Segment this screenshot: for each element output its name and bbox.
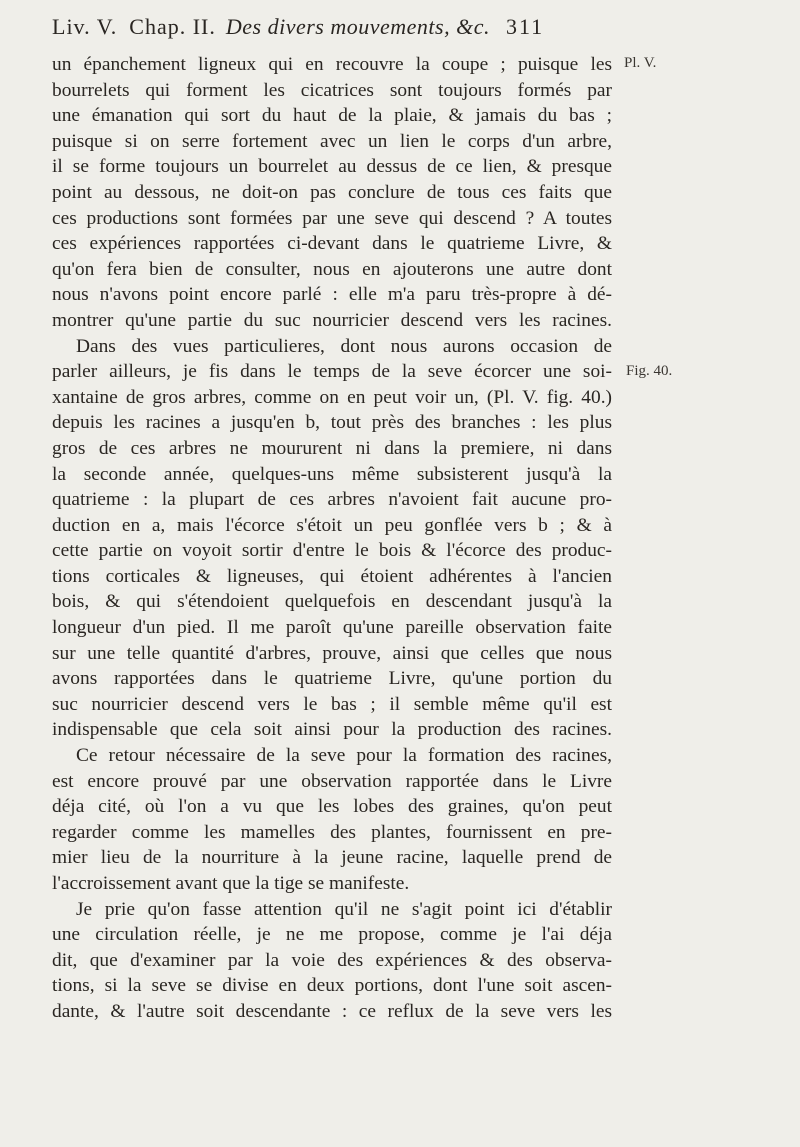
chapter-number: Chap. II. <box>129 14 216 39</box>
text-line: dante, & l'autre soit descendante : ce reflux de la seve vers les <box>52 1000 612 1022</box>
body-text <box>52 52 612 1025</box>
text-line: déja cité, où l'on a vu que les lobes des graines, qu'on peut <box>52 796 612 818</box>
text-line: depuis les racines a jusqu'en b, tout près des branches : les plus <box>52 412 612 434</box>
figure-reference: Fig. 40. <box>626 363 673 379</box>
text-line: bourrelets qui forment les cicatrices sont toujours formés par <box>52 79 612 101</box>
text-line: longueur d'un pied. Il me paroît qu'une pareille observation faite <box>52 617 612 639</box>
text-line: qu'on fera bien de consulter, nous en ajouterons une autre dont <box>52 258 612 280</box>
text-line: cette partie on voyoit sortir d'entre le bois & l'écorce des produc- <box>52 540 612 562</box>
text-line: duction en a, mais l'écorce s'étoit un peu gonflée vers b ; & à <box>52 514 612 536</box>
text-line: xantaine de gros arbres, comme on en peut voir un, (Pl. V. fig. 40.) <box>52 386 612 408</box>
running-header <box>52 14 612 40</box>
text-line: mier lieu de la nourriture à la jeune racine, laquelle prend de <box>52 847 612 869</box>
text-line: l'accroissement avant que la tige se manifeste. <box>52 873 410 894</box>
text-line: Je prie qu'on fasse attention qu'il ne s'agit point ici d'établir <box>76 898 612 920</box>
text-line: une émanation qui sort du haut de la plaie, & jamais du bas ; <box>52 105 612 127</box>
text-line: quatrieme : la plupart de ces arbres n'avoient fait aucune pro- <box>52 489 612 511</box>
text-line: indispensable que cela soit ainsi pour la production des racines. <box>52 719 612 741</box>
text-line: est encore prouvé par une observation rapportée dans le Livre <box>52 770 612 792</box>
text-line: Ce retour nécessaire de la seve pour la formation des racines, <box>76 745 612 767</box>
page-number: 311 <box>505 14 545 39</box>
text-line: point au dessous, ne doit-on pas conclure de tous ces faits que <box>52 181 612 203</box>
text-line: tions corticales & ligneuses, qui étoient adhérentes à l'ancien <box>52 565 612 587</box>
book-number: Liv. V. <box>52 14 118 39</box>
text-line: tions, si la seve se divise en deux portions, dont l'une soit ascen- <box>52 975 612 997</box>
text-line: ces expériences rapportées ci-devant dans le quatrieme Livre, & <box>52 233 612 255</box>
text-line: dit, que d'examiner par la voie des expériences & des observa- <box>52 949 612 971</box>
text-line: avons rapportées dans le quatrieme Livre, qu'une portion du <box>52 668 612 690</box>
text-line: sur une telle quantité d'arbres, prouve, ainsi que celles que nous <box>52 642 612 664</box>
text-line: Dans des vues particulieres, dont nous aurons occasion de <box>76 335 612 357</box>
text-line: montrer qu'une partie du suc nourricier descend vers les racines. <box>52 309 612 331</box>
text-line: suc nourricier descend vers le bas ; il semble même qu'il est <box>52 693 612 715</box>
text-line: regarder comme les mamelles des plantes, fournissent en pre- <box>52 821 612 843</box>
text-line: bois, & qui s'étendoient quelquefois en descendant jusqu'à la <box>52 591 612 613</box>
text-line: un épanchement ligneux qui en recouvre la coupe ; puisque les <box>52 54 612 75</box>
text-line: puisque si on serre fortement avec un lien le corps d'un arbre, <box>52 130 612 152</box>
text-line: nous n'avons point encore parlé : elle m'a paru très-propre à dé- <box>52 284 612 306</box>
text-line: il se forme toujours un bourrelet au dessus de ce lien, & presque <box>52 156 612 178</box>
text-line: ces productions sont formées par une seve qui descend ? A toutes <box>52 207 612 229</box>
text-line: gros de ces arbres ne moururent ni dans la premiere, ni dans <box>52 437 612 459</box>
chapter-title: Des divers mouvements, &c. <box>225 14 490 39</box>
text-line: parler ailleurs, je fis dans le temps de la seve écorcer une soi- <box>52 361 612 383</box>
text-line: une circulation réelle, je ne me propose, comme je l'ai déja <box>52 924 612 946</box>
plate-reference: Pl. V. <box>624 55 657 71</box>
text-line: la seconde année, quelques-uns même subsisterent jusqu'à la <box>52 463 612 485</box>
